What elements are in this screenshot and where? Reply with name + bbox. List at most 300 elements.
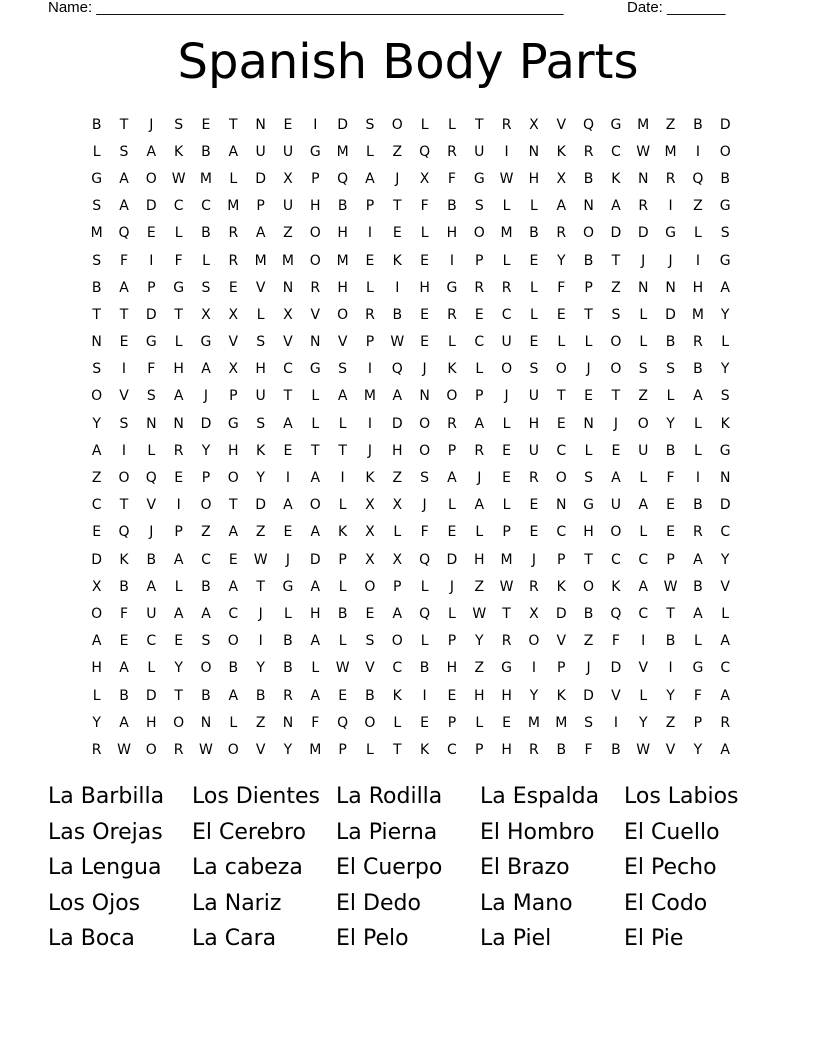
grid-letter: K (119, 551, 129, 568)
grid-letter: C (638, 551, 649, 568)
grid-letter: S (666, 361, 675, 378)
grid-letter: T (229, 497, 238, 514)
grid-letter: B (201, 687, 211, 704)
grid-letter: A (91, 442, 102, 459)
grid-letter: A (693, 605, 703, 622)
grid-letter: M (336, 252, 349, 269)
word-search-grid (83, 111, 739, 764)
grid-letter: X (392, 497, 403, 514)
grid-letter: C (556, 442, 567, 459)
grid-letter: D (555, 605, 567, 622)
grid-letter: R (447, 143, 457, 160)
grid-letter: B (91, 116, 102, 133)
grid-letter: Z (474, 660, 485, 677)
grid-letter: T (611, 388, 621, 405)
grid-letter: B (337, 605, 348, 622)
grid-letter: N (200, 714, 212, 731)
grid-letter: W (499, 170, 514, 187)
grid-letter: L (338, 497, 347, 514)
grid-letter: G (719, 198, 731, 215)
grid-letter: A (310, 633, 321, 650)
grid-letter: M (527, 714, 540, 731)
grid-letter: B (201, 143, 211, 160)
grid-letter: A (283, 497, 293, 514)
grid-letter: O (118, 470, 130, 487)
grid-letter: C (720, 524, 731, 541)
grid-letter: A (255, 225, 266, 242)
grid-letter: N (556, 497, 567, 514)
grid-letter: X (419, 170, 430, 187)
grid-letter: L (366, 741, 374, 758)
grid-letter: K (420, 741, 430, 758)
grid-letter: D (665, 306, 676, 323)
grid-letter: I (367, 415, 373, 432)
grid-letter: H (146, 714, 157, 731)
grid-letter: R (474, 442, 485, 459)
grid-letter: X (283, 306, 293, 323)
grid-letter: T (611, 252, 621, 269)
grid-letter: V (119, 388, 129, 405)
grid-letter: X (283, 170, 293, 187)
grid-letter: O (227, 741, 239, 758)
grid-letter: V (665, 741, 676, 758)
word-list-item: La Lengua (48, 855, 162, 880)
grid-letter: U (528, 388, 540, 405)
grid-letter: N (583, 198, 594, 215)
grid-letter: J (668, 252, 673, 269)
grid-letter: J (641, 252, 646, 269)
grid-letter: R (365, 306, 375, 323)
grid-letter: L (174, 334, 183, 351)
grid-letter: D (145, 306, 157, 323)
grid-letter: O (391, 633, 403, 650)
word-list-item: El Pie (624, 926, 684, 951)
grid-letter: J (613, 415, 618, 432)
grid-letter: E (283, 442, 293, 459)
grid-letter: A (693, 551, 703, 568)
grid-letter: L (393, 714, 402, 731)
grid-letter: P (584, 279, 593, 296)
grid-letter: F (611, 633, 620, 650)
grid-letter: G (145, 334, 157, 351)
grid-letter: H (692, 279, 704, 296)
grid-letter: N (419, 388, 430, 405)
grid-letter: X (529, 116, 539, 133)
grid-letter: E (146, 225, 156, 242)
grid-letter: L (639, 687, 648, 704)
grid-letter: A (91, 633, 102, 650)
grid-letter: O (309, 225, 321, 242)
grid-letter: O (419, 415, 431, 432)
grid-letter: B (665, 442, 676, 459)
date-field-label: Date: _______ (627, 0, 726, 16)
grid-letter: R (501, 633, 512, 650)
grid-letter: I (531, 660, 536, 677)
grid-letter: A (201, 605, 211, 622)
grid-letter: O (555, 470, 567, 487)
grid-letter: J (422, 361, 427, 378)
grid-letter: B (419, 660, 430, 677)
grid-letter: F (420, 198, 429, 215)
grid-letter: G (665, 225, 676, 242)
grid-letter: R (228, 225, 239, 242)
grid-letter: E (119, 334, 129, 351)
grid-letter: O (391, 116, 403, 133)
grid-letter: C (201, 198, 211, 215)
grid-letter: P (201, 470, 211, 487)
grid-letter: L (448, 334, 456, 351)
grid-letter: P (666, 551, 675, 568)
grid-letter: G (282, 578, 294, 595)
grid-letter: B (665, 633, 676, 650)
grid-letter: C (283, 361, 293, 378)
grid-letter: A (173, 605, 184, 622)
grid-letter: X (365, 524, 375, 541)
grid-letter: B (693, 361, 703, 378)
grid-letter: S (256, 334, 266, 351)
grid-letter: N (91, 334, 102, 351)
grid-letter: V (556, 116, 567, 133)
grid-letter: A (392, 388, 403, 405)
grid-letter: L (502, 252, 511, 269)
grid-letter: B (583, 252, 594, 269)
grid-letter: Y (720, 361, 730, 378)
grid-letter: F (447, 170, 456, 187)
grid-letter: L (338, 633, 347, 650)
grid-letter: Y (720, 306, 730, 323)
grid-letter: N (528, 143, 540, 160)
grid-letter: M (309, 741, 322, 758)
grid-letter: A (638, 497, 649, 514)
grid-letter: D (255, 170, 267, 187)
grid-letter: C (611, 143, 621, 160)
grid-letter: S (92, 198, 102, 215)
grid-letter: O (610, 361, 622, 378)
grid-letter: K (556, 687, 566, 704)
word-list-item: El Codo (624, 890, 708, 916)
grid-letter: V (720, 578, 730, 595)
grid-letter: X (228, 306, 239, 323)
grid-letter: L (338, 578, 347, 595)
grid-letter: M (664, 143, 677, 160)
grid-letter: E (611, 442, 621, 459)
grid-letter: H (419, 279, 430, 296)
grid-letter: C (501, 306, 512, 323)
grid-letter: I (367, 361, 373, 378)
grid-letter: B (337, 198, 348, 215)
grid-letter: T (338, 442, 347, 459)
grid-letter: P (502, 524, 511, 541)
grid-letter: Z (693, 198, 703, 215)
grid-letter: J (149, 116, 154, 133)
grid-letter: B (693, 116, 703, 133)
grid-letter: L (147, 660, 156, 677)
grid-letter: T (119, 116, 129, 133)
grid-letter: K (392, 252, 402, 269)
grid-letter: A (173, 551, 184, 568)
grid-letter: I (149, 252, 154, 269)
grid-letter: P (365, 334, 375, 351)
grid-letter: A (119, 279, 129, 296)
grid-letter: O (446, 388, 458, 405)
word-list-item: El Cerebro (192, 819, 306, 845)
grid-letter: B (255, 687, 266, 704)
grid-letter: O (145, 741, 157, 758)
grid-letter: P (475, 741, 484, 758)
grid-letter: C (447, 741, 457, 758)
word-list-item: La Barbilla (48, 784, 165, 809)
grid-letter: A (310, 524, 321, 541)
grid-letter: D (610, 225, 622, 242)
grid-letter: E (502, 442, 512, 459)
grid-letter: I (176, 497, 181, 514)
word-list-item: Los Labios (624, 784, 739, 809)
grid-letter: M (691, 306, 704, 323)
grid-letter: B (365, 687, 375, 704)
grid-letter: L (693, 633, 702, 650)
grid-letter: E (502, 714, 512, 731)
grid-letter: T (556, 388, 566, 405)
grid-letter: F (420, 524, 429, 541)
grid-letter: A (638, 578, 649, 595)
page-title: Spanish Body Parts (177, 34, 639, 90)
grid-letter: P (338, 741, 347, 758)
grid-letter: S (584, 470, 594, 487)
grid-letter: L (256, 306, 265, 323)
grid-letter: W (171, 170, 186, 187)
grid-letter: U (501, 334, 512, 351)
grid-letter: N (665, 279, 676, 296)
grid-letter: U (255, 143, 266, 160)
grid-letter: V (255, 279, 266, 296)
grid-letter: A (611, 198, 621, 215)
grid-letter: A (228, 524, 239, 541)
grid-letter: M (281, 252, 294, 269)
grid-letter: A (119, 170, 129, 187)
grid-letter: C (173, 198, 184, 215)
grid-letter: L (639, 470, 648, 487)
grid-letter: E (228, 551, 238, 568)
grid-letter: S (420, 470, 430, 487)
grid-letter: H (310, 605, 321, 622)
grid-letter: L (448, 605, 456, 622)
grid-letter: F (311, 714, 320, 731)
grid-letter: H (310, 198, 321, 215)
grid-letter: O (200, 660, 212, 677)
grid-letter: T (502, 605, 511, 622)
grid-letter: L (366, 279, 374, 296)
grid-letter: Z (583, 633, 594, 650)
grid-letter: S (92, 361, 102, 378)
word-list-item: La Nariz (192, 890, 282, 916)
name-field-label: Name: ________________________________________________________ (48, 0, 564, 16)
grid-letter: P (147, 279, 156, 296)
grid-letter: C (201, 551, 211, 568)
grid-letter: I (121, 361, 127, 378)
grid-letter: U (282, 198, 294, 215)
grid-letter: I (695, 470, 700, 487)
grid-letter: A (474, 415, 485, 432)
grid-letter: H (473, 551, 485, 568)
grid-letter: E (529, 497, 539, 514)
grid-letter: V (556, 633, 567, 650)
grid-letter: G (610, 116, 622, 133)
grid-letter: T (392, 198, 402, 215)
grid-letter: H (392, 442, 403, 459)
grid-letter: I (367, 225, 373, 242)
grid-letter: K (365, 470, 375, 487)
grid-letter: T (256, 578, 265, 595)
grid-letter: B (119, 687, 129, 704)
grid-letter: P (557, 660, 566, 677)
grid-letter: L (229, 170, 238, 187)
grid-letter: F (174, 252, 183, 269)
grid-letter: P (447, 633, 457, 650)
grid-letter: Z (665, 714, 676, 731)
grid-letter: A (365, 170, 375, 187)
grid-letter: A (146, 143, 157, 160)
grid-letter: L (584, 442, 593, 459)
grid-letter: H (583, 524, 594, 541)
grid-letter: E (447, 524, 457, 541)
word-list-item: El Pecho (624, 855, 717, 880)
grid-letter: X (228, 361, 239, 378)
grid-letter: K (611, 170, 621, 187)
grid-letter: G (692, 660, 704, 677)
grid-letter: O (200, 497, 212, 514)
grid-letter: L (693, 415, 702, 432)
grid-letter: O (501, 361, 513, 378)
grid-letter: V (365, 660, 375, 677)
grid-letter: A (720, 687, 730, 704)
grid-letter: M (637, 116, 650, 133)
word-list-item: La Espalda (480, 784, 600, 809)
grid-letter: A (337, 388, 348, 405)
word-list-item: La Cara (192, 926, 277, 951)
grid-letter: Z (283, 225, 293, 242)
grid-letter: N (146, 415, 157, 432)
grid-letter: X (365, 551, 375, 568)
grid-letter: A (283, 415, 293, 432)
grid-letter: I (395, 279, 400, 296)
grid-letter: L (311, 388, 320, 405)
grid-letter: U (474, 143, 485, 160)
grid-letter: H (228, 442, 239, 459)
grid-letter: I (668, 660, 673, 677)
grid-letter: L (311, 660, 320, 677)
word-list-item: El Brazo (480, 855, 570, 880)
grid-letter: A (146, 578, 157, 595)
grid-letter: L (420, 578, 429, 595)
grid-letter: D (610, 660, 622, 677)
grid-letter: Q (419, 143, 431, 160)
grid-letter: V (255, 741, 266, 758)
grid-letter: E (201, 116, 211, 133)
grid-letter: R (665, 170, 676, 187)
grid-letter: E (529, 334, 539, 351)
grid-letter: D (637, 225, 649, 242)
word-list-item: La cabeza (192, 855, 303, 880)
grid-letter: W (663, 578, 678, 595)
grid-letter: Z (91, 470, 102, 487)
grid-letter: R (91, 741, 102, 758)
grid-letter: R (501, 116, 512, 133)
grid-letter: Z (201, 524, 211, 541)
grid-letter: I (313, 116, 318, 133)
grid-letter: T (119, 497, 129, 514)
word-list-item: El Hombro (480, 819, 595, 845)
grid-letter: W (636, 741, 651, 758)
grid-letter: B (283, 660, 293, 677)
grid-letter: S (611, 306, 621, 323)
grid-letter: T (474, 116, 484, 133)
grid-letter: V (228, 334, 239, 351)
grid-letter: N (637, 170, 649, 187)
grid-letter: E (529, 252, 539, 269)
grid-letter: F (666, 470, 675, 487)
grid-letter: T (392, 741, 402, 758)
grid-letter: Y (92, 714, 101, 731)
grid-letter: O (91, 388, 103, 405)
grid-letter: J (395, 170, 400, 187)
word-list-item: El Dedo (336, 890, 421, 916)
grid-letter: A (173, 388, 184, 405)
grid-letter: V (611, 687, 621, 704)
grid-letter: C (392, 660, 403, 677)
word-list-item: El Pelo (336, 926, 409, 951)
grid-letter: G (583, 497, 594, 514)
grid-letter: M (555, 714, 568, 731)
grid-letter: B (693, 578, 703, 595)
grid-letter: L (557, 334, 566, 351)
grid-letter: A (228, 687, 239, 704)
grid-letter: Y (666, 687, 675, 704)
grid-letter: B (201, 225, 211, 242)
grid-letter: L (92, 687, 101, 704)
grid-letter: L (639, 334, 648, 351)
grid-letter: L (366, 143, 374, 160)
grid-letter: R (173, 741, 184, 758)
grid-letter: M (363, 388, 376, 405)
grid-letter: J (149, 524, 154, 541)
grid-letter: T (119, 306, 129, 323)
grid-letter: B (693, 497, 703, 514)
grid-letter: T (283, 388, 293, 405)
grid-letter: A (228, 578, 239, 595)
grid-letter: C (611, 551, 621, 568)
grid-letter: H (473, 687, 485, 704)
grid-letter: R (529, 578, 539, 595)
grid-letter: N (310, 334, 321, 351)
grid-letter: O (583, 225, 595, 242)
grid-letter: L (420, 116, 429, 133)
grid-letter: B (447, 198, 457, 215)
grid-letter: P (447, 714, 457, 731)
grid-letter: B (392, 306, 403, 323)
grid-letter: Z (392, 143, 403, 160)
grid-letter: J (586, 361, 591, 378)
grid-letter: E (365, 605, 375, 622)
grid-letter: Q (692, 170, 704, 187)
grid-letter: X (201, 306, 211, 323)
grid-letter: L (693, 225, 702, 242)
grid-letter: W (117, 741, 131, 758)
grid-letter: E (283, 524, 293, 541)
grid-letter: D (719, 116, 731, 133)
grid-letter: E (283, 116, 293, 133)
grid-letter: G (309, 143, 321, 160)
grid-letter: Y (201, 442, 211, 459)
